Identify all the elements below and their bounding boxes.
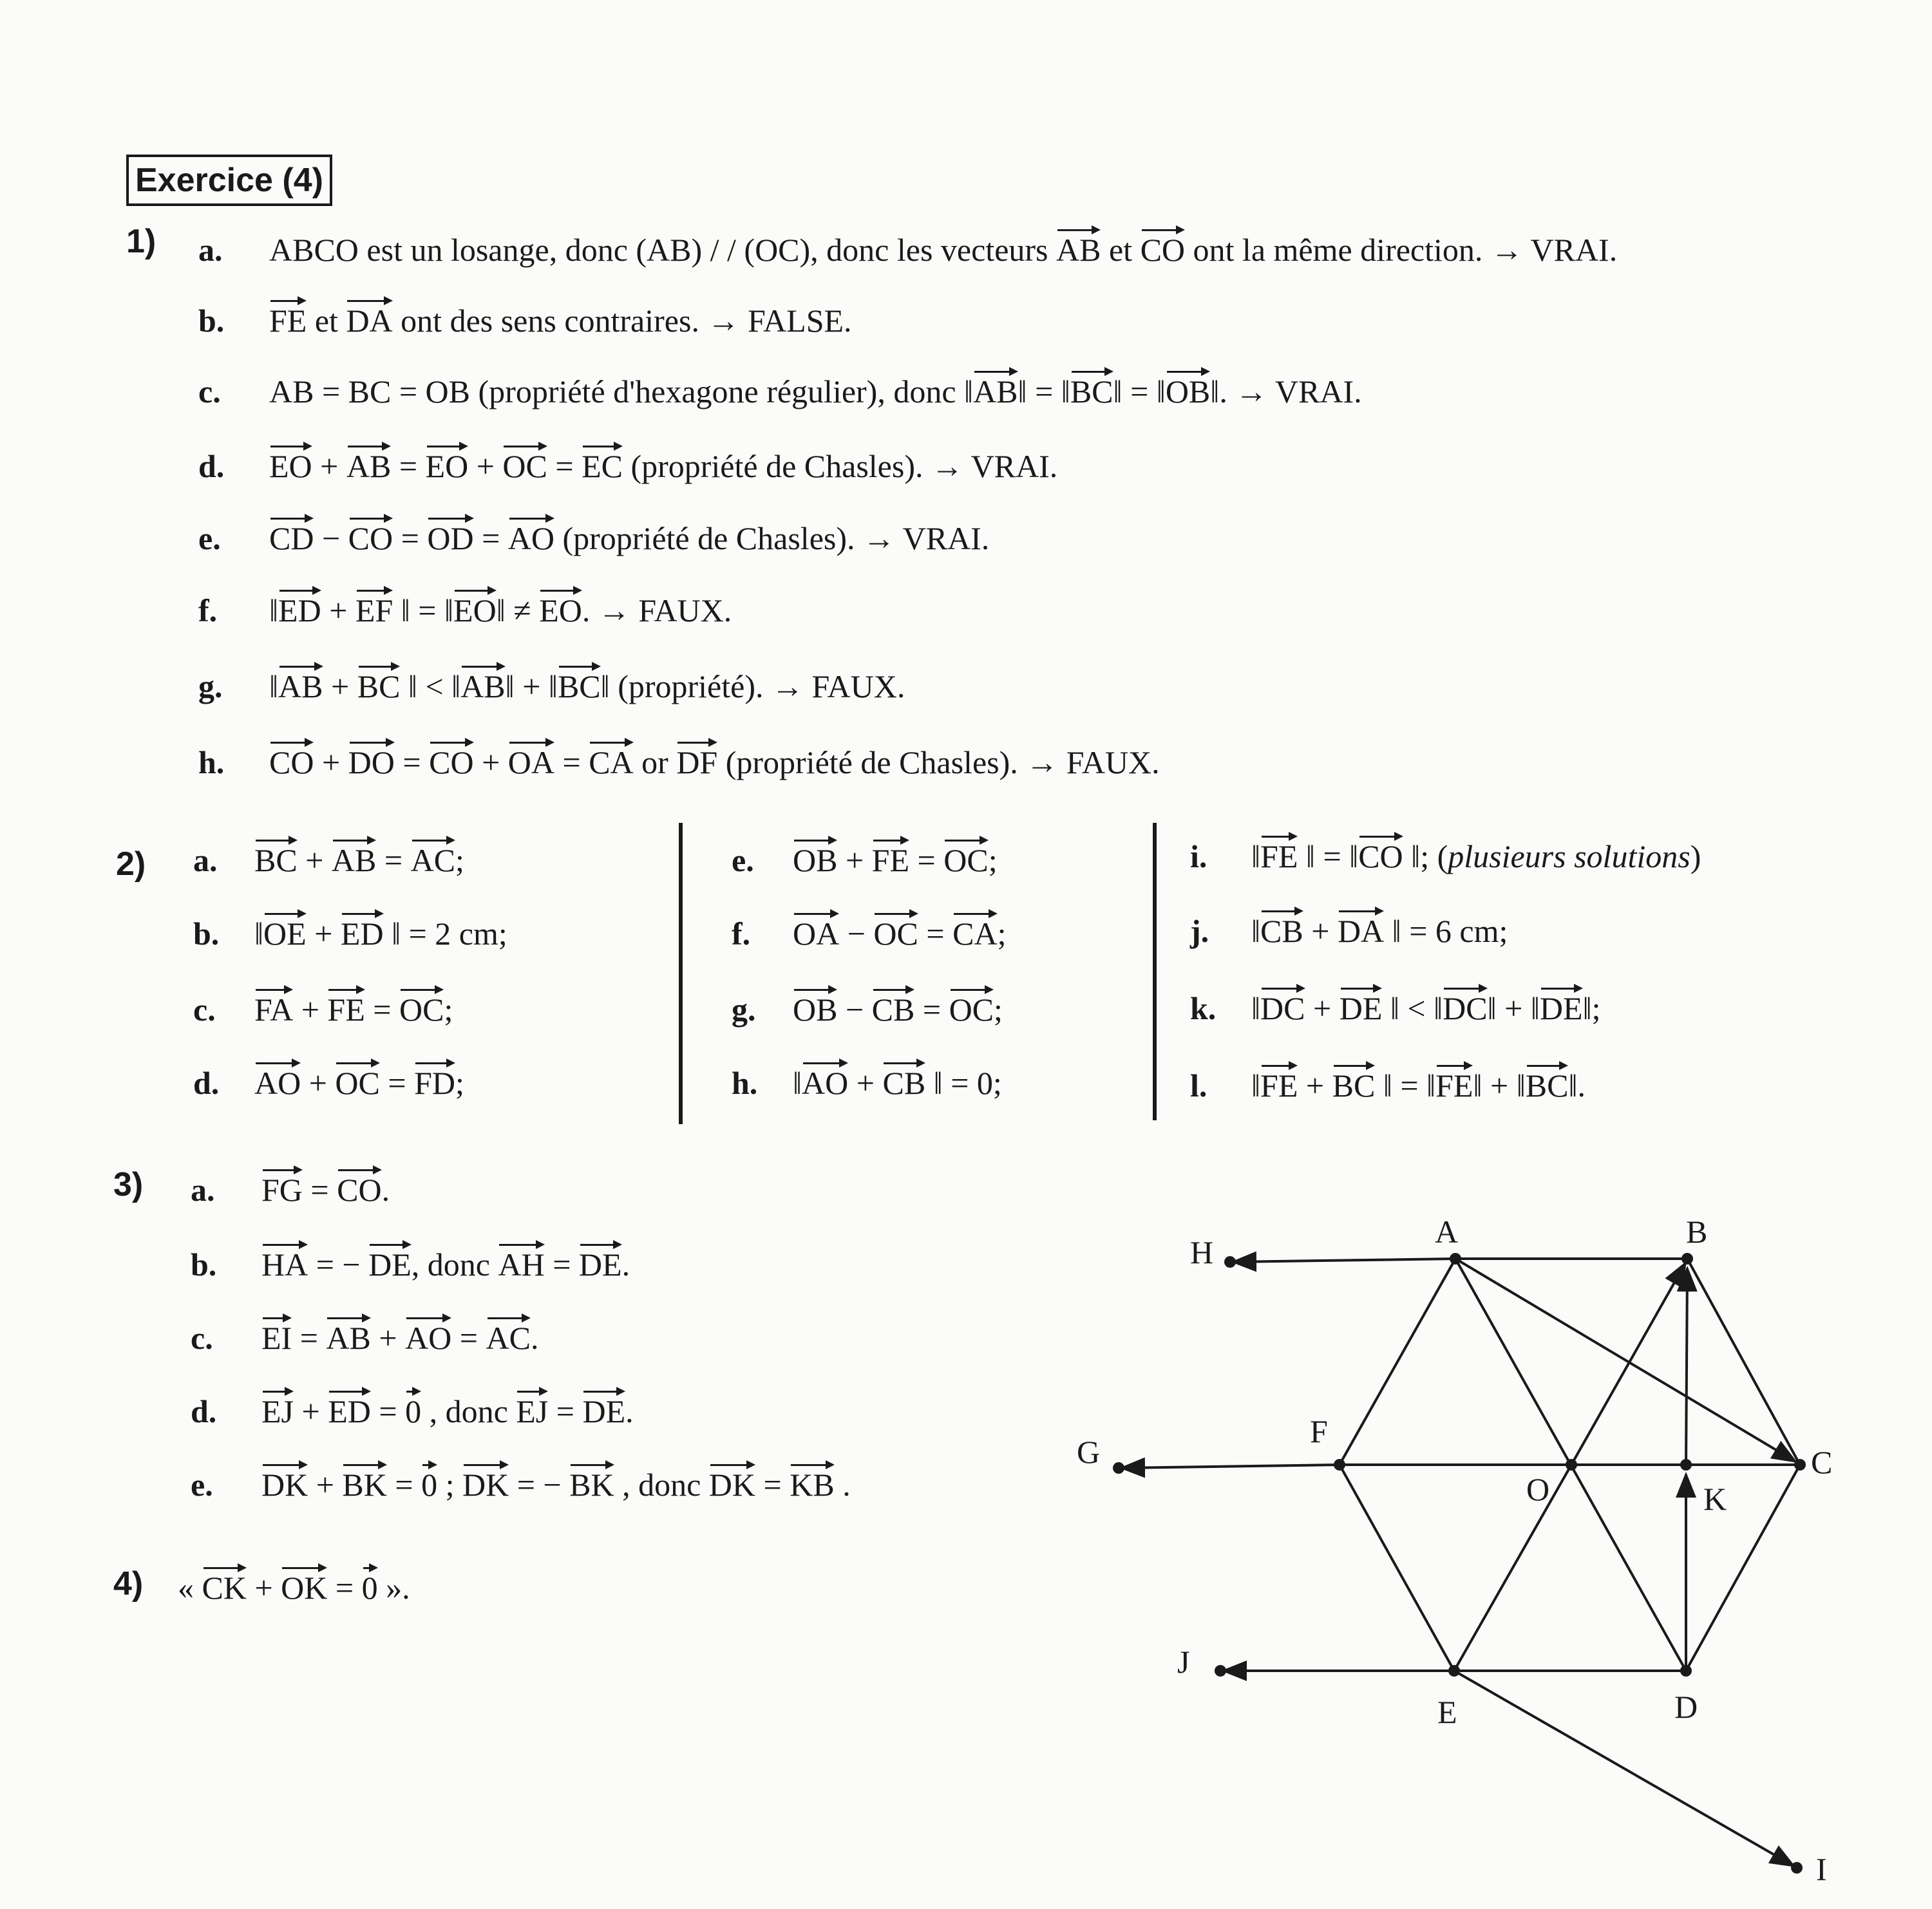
text: ‖ = 6 cm; [1384, 913, 1508, 949]
text: ; [988, 842, 998, 878]
text: et [307, 303, 346, 339]
text: ; [455, 1065, 464, 1101]
label-D: D [1674, 1689, 1698, 1725]
item-label: c. [198, 373, 221, 409]
text: . [381, 1172, 390, 1208]
item-label: d. [193, 1065, 220, 1101]
vector: OE [263, 910, 307, 953]
text: et [1101, 232, 1141, 268]
segment-EF [1340, 1465, 1454, 1671]
text: = [914, 992, 949, 1028]
text: = [554, 744, 589, 780]
vector: OC [502, 443, 547, 485]
item-label: f. [732, 916, 751, 952]
item-label: g. [198, 668, 223, 704]
vector: OC [943, 837, 988, 879]
text: ‖ = 0; [925, 1065, 1002, 1101]
vector: EF [355, 587, 393, 630]
label-E: E [1437, 1694, 1457, 1730]
text: ‖ = ‖ [1298, 838, 1359, 874]
label-C: C [1811, 1444, 1833, 1480]
point-G [1113, 1462, 1124, 1474]
text: ont la même direction. → VRAI. [1185, 232, 1618, 268]
item-label: a. [191, 1172, 215, 1208]
text: − [314, 520, 348, 556]
vector: FE [327, 986, 365, 1029]
text: . → FAUX. [582, 592, 732, 628]
item-label: a. [198, 232, 223, 268]
text: ‖ [1251, 838, 1261, 874]
item-label: g. [732, 992, 756, 1028]
text: ‖ < ‖ [1382, 990, 1443, 1026]
text: ‖ ≠ [496, 592, 540, 628]
vector: OC [399, 986, 444, 1029]
vector-EI [1454, 1671, 1794, 1866]
vector: HA [261, 1241, 308, 1284]
section-4-number: 4) [113, 1565, 144, 1603]
text: = [379, 1065, 415, 1101]
text: ; [994, 992, 1003, 1028]
vector: OA [793, 910, 839, 953]
label-F: F [1310, 1413, 1328, 1449]
text: + [837, 842, 872, 878]
text: ‖ + ‖ [1487, 990, 1540, 1026]
vector: BC [558, 663, 601, 706]
label-B: B [1686, 1214, 1708, 1250]
text: = [292, 1320, 327, 1356]
vector: CO [429, 739, 473, 782]
text: ‖ + ‖ [1473, 1067, 1526, 1104]
text: ABCO est un losange, donc (AB) / / (OC), donc les vecteurs [269, 232, 1056, 268]
vector: OB [793, 986, 837, 1029]
text: ‖ = 2 cm; [383, 916, 507, 952]
text: ‖ = ‖ [1375, 1067, 1436, 1104]
vector: DK [462, 1462, 509, 1504]
vector-OB [1571, 1263, 1685, 1465]
vector: OB [1166, 368, 1210, 411]
label-O: O [1526, 1471, 1550, 1507]
vector: EO [453, 587, 497, 630]
vector: CD [269, 515, 314, 558]
vector: AB [346, 443, 391, 485]
item-label: i. [1190, 838, 1208, 874]
text: « [178, 1570, 202, 1606]
text: = [755, 1467, 790, 1503]
vector: CO [337, 1167, 381, 1209]
vector-AC [1455, 1259, 1795, 1462]
text: ont des sens contraires. → FALSE. [392, 303, 852, 339]
vector: AC [486, 1315, 531, 1357]
vector: CO [348, 515, 393, 558]
vector: EJ [261, 1388, 294, 1431]
vector: OD [427, 515, 473, 558]
item-label: d. [191, 1393, 217, 1429]
item-label: e. [732, 842, 754, 878]
text: ‖ [793, 1065, 802, 1101]
text: + [370, 1320, 406, 1356]
segment-EB [1454, 1465, 1571, 1671]
point-A [1450, 1253, 1461, 1265]
text: + [246, 1570, 281, 1606]
vector: FG [261, 1167, 303, 1209]
item-label: b. [198, 303, 225, 339]
vector: 0 [362, 1565, 378, 1607]
text: + [1298, 1067, 1332, 1104]
text: , donc [411, 1246, 498, 1283]
item-label: e. [198, 520, 221, 556]
text: = [544, 1246, 579, 1283]
text: ; [437, 1467, 462, 1503]
vector: FD [414, 1060, 455, 1102]
vector: DK [261, 1462, 308, 1504]
vector: OB [793, 837, 837, 879]
vector: EJ [516, 1388, 548, 1431]
text: = [327, 1570, 362, 1606]
item-label: d. [198, 448, 225, 484]
text: = [391, 448, 426, 484]
vector: DO [348, 739, 395, 782]
vector: FA [254, 986, 293, 1029]
text: = [370, 1393, 406, 1429]
text: + [1303, 913, 1338, 949]
text: + [306, 916, 341, 952]
text: + [321, 592, 355, 628]
text: ‖ [269, 592, 279, 628]
vector: CB [872, 986, 915, 1029]
vector: OA [508, 739, 554, 782]
text: + [1305, 990, 1340, 1026]
vector: AB [278, 663, 323, 706]
text: ‖; ( [1403, 838, 1448, 874]
text: ‖. [1568, 1067, 1586, 1104]
text: ‖ = ‖ [393, 592, 454, 628]
text: + [473, 744, 508, 780]
section-1-number: 1) [126, 223, 156, 260]
point-O [1566, 1459, 1577, 1471]
text: = [473, 520, 508, 556]
item-label: j. [1190, 913, 1209, 949]
vector: OC [873, 910, 918, 953]
label-A: A [1435, 1214, 1459, 1250]
text: ‖ [1251, 913, 1261, 949]
text: = − [509, 1467, 570, 1503]
vector: EO [539, 587, 582, 630]
vector: DE [579, 1241, 622, 1284]
text: + [468, 448, 503, 484]
vector: DA [1338, 908, 1384, 950]
point-H [1224, 1256, 1236, 1268]
text: = − [308, 1246, 369, 1283]
text: = [451, 1320, 486, 1356]
segment-BC [1687, 1259, 1800, 1465]
vector: DK [709, 1462, 755, 1504]
text: = [547, 448, 582, 484]
vector: 0 [405, 1388, 421, 1431]
vector: BC [1070, 368, 1113, 411]
vector: AO [508, 515, 554, 558]
text: ; [997, 916, 1007, 952]
vector: FE [872, 837, 909, 879]
vector: CA [952, 910, 997, 953]
point-J [1215, 1665, 1226, 1677]
vector: OK [281, 1565, 327, 1607]
label-K: K [1703, 1481, 1727, 1517]
point-D [1680, 1665, 1692, 1677]
vector: DA [346, 297, 392, 340]
text: ) [1690, 838, 1701, 874]
vector: CA [589, 739, 633, 782]
vector: BK [569, 1462, 614, 1504]
italic-note: plusieurs solutions [1448, 838, 1690, 874]
exercise-title: Exercice (4) [126, 155, 332, 206]
text: . [834, 1467, 851, 1503]
vector: CB [1260, 908, 1303, 950]
text: + [308, 1467, 343, 1503]
vector: DE [368, 1241, 412, 1284]
label-H: H [1190, 1234, 1214, 1270]
vector: BC [1526, 1062, 1569, 1105]
vector: ED [328, 1388, 371, 1431]
item-label: f. [198, 592, 218, 628]
vector: AB [973, 368, 1018, 411]
text: = [548, 1393, 583, 1429]
vector: AO [405, 1315, 451, 1357]
item-label: h. [198, 744, 225, 780]
vector: DE [582, 1388, 625, 1431]
text: ‖ [254, 916, 264, 952]
text: ‖; [1582, 990, 1601, 1026]
vector: CO [1141, 227, 1185, 269]
text: + [323, 668, 357, 704]
text: ». [377, 1570, 410, 1606]
text: ‖ = ‖ [1113, 373, 1166, 409]
text: + [312, 448, 346, 484]
text: ; [455, 842, 464, 878]
text: , donc [421, 1393, 516, 1429]
text: ‖. → VRAI. [1210, 373, 1362, 409]
text: = [302, 1172, 337, 1208]
section-3-number: 3) [113, 1166, 144, 1203]
text: + [314, 744, 348, 780]
text: ‖ [269, 668, 279, 704]
text: = [918, 916, 953, 952]
vector: AB [332, 837, 376, 879]
vector: DE [1340, 985, 1383, 1028]
vector: OC [949, 986, 994, 1029]
vector-AH [1233, 1259, 1455, 1262]
vector: ED [341, 910, 384, 953]
vector: EO [269, 443, 312, 485]
text: . [625, 1393, 634, 1429]
point-F [1334, 1459, 1345, 1471]
text: AB = BC = OB (propriété d'hexagone régulier), donc ‖ [269, 373, 974, 409]
text: , donc [614, 1467, 709, 1503]
vector: EC [582, 443, 623, 485]
text: ‖ + ‖ [505, 668, 558, 704]
vector-FG [1122, 1465, 1340, 1468]
vector: BC [254, 837, 298, 879]
item-label: c. [191, 1320, 213, 1356]
label-J: J [1177, 1644, 1190, 1680]
item-label: c. [193, 992, 216, 1028]
point-E [1448, 1665, 1460, 1677]
vector: CK [202, 1565, 247, 1607]
text: or [633, 744, 677, 780]
label-G: G [1077, 1434, 1101, 1470]
text: ‖ < ‖ [400, 668, 461, 704]
text: + [301, 1065, 336, 1101]
text: + [297, 842, 332, 878]
vector: FE [1260, 833, 1298, 876]
text: . [530, 1320, 539, 1356]
text: (propriété de Chasles). → FAUX. [717, 744, 1160, 780]
vector-KB [1686, 1268, 1687, 1465]
item-label: b. [193, 916, 220, 952]
point-C [1794, 1459, 1806, 1471]
vector: DC [1260, 985, 1305, 1028]
text: = [386, 1467, 422, 1503]
item-label: b. [191, 1246, 217, 1283]
text: + [293, 992, 328, 1028]
vector: BC [1332, 1062, 1376, 1105]
text: ‖ [1251, 990, 1261, 1026]
vector: DE [1540, 985, 1583, 1028]
text: = [909, 842, 944, 878]
vector: AO [254, 1060, 301, 1102]
vector: OC [335, 1060, 379, 1102]
vector: CO [269, 739, 314, 782]
vector: FE [1435, 1062, 1473, 1105]
text: = [376, 842, 411, 878]
text: − [837, 992, 872, 1028]
text: (propriété de Chasles). → VRAI. [622, 448, 1058, 484]
vector: EO [426, 443, 469, 485]
label-I: I [1816, 1851, 1827, 1887]
item-label: k. [1190, 990, 1217, 1026]
item-label: e. [191, 1467, 213, 1503]
vector: ED [278, 587, 321, 630]
text: − [839, 916, 874, 952]
section-2-number: 2) [116, 845, 146, 883]
text: = [393, 520, 428, 556]
segment-FA [1340, 1259, 1455, 1465]
vector: CB [882, 1060, 925, 1102]
text: + [294, 1393, 328, 1429]
text: + [848, 1065, 883, 1101]
item-label: l. [1190, 1067, 1208, 1104]
item-label: h. [732, 1065, 758, 1101]
vector: CO [1358, 833, 1403, 876]
vector: AB [326, 1315, 370, 1357]
text: ‖ (propriété). → FAUX. [600, 668, 905, 704]
vector: KB [790, 1462, 834, 1504]
point-B [1681, 1253, 1693, 1265]
text: = [394, 744, 430, 780]
vector: AB [1056, 227, 1101, 269]
vector: BK [342, 1462, 386, 1504]
text: = [365, 992, 399, 1028]
vector: EI [261, 1315, 292, 1357]
text: . [621, 1246, 630, 1283]
text: (propriété de Chasles). → VRAI. [554, 520, 990, 556]
vector: AO [802, 1060, 848, 1102]
vector: AC [411, 837, 455, 879]
vector: DC [1443, 985, 1487, 1028]
vector: BC [357, 663, 401, 706]
item-label: a. [193, 842, 218, 878]
vector: FE [269, 297, 307, 340]
point-I [1791, 1862, 1803, 1874]
vector: FE [1260, 1062, 1298, 1105]
point-K [1680, 1459, 1692, 1471]
text: ‖ [1251, 1067, 1261, 1104]
text: ‖ = ‖ [1018, 373, 1070, 409]
vector: AH [498, 1241, 544, 1284]
vector: DF [676, 739, 717, 782]
text: ; [444, 992, 453, 1028]
vector: AB [460, 663, 505, 706]
vector: 0 [421, 1462, 437, 1504]
